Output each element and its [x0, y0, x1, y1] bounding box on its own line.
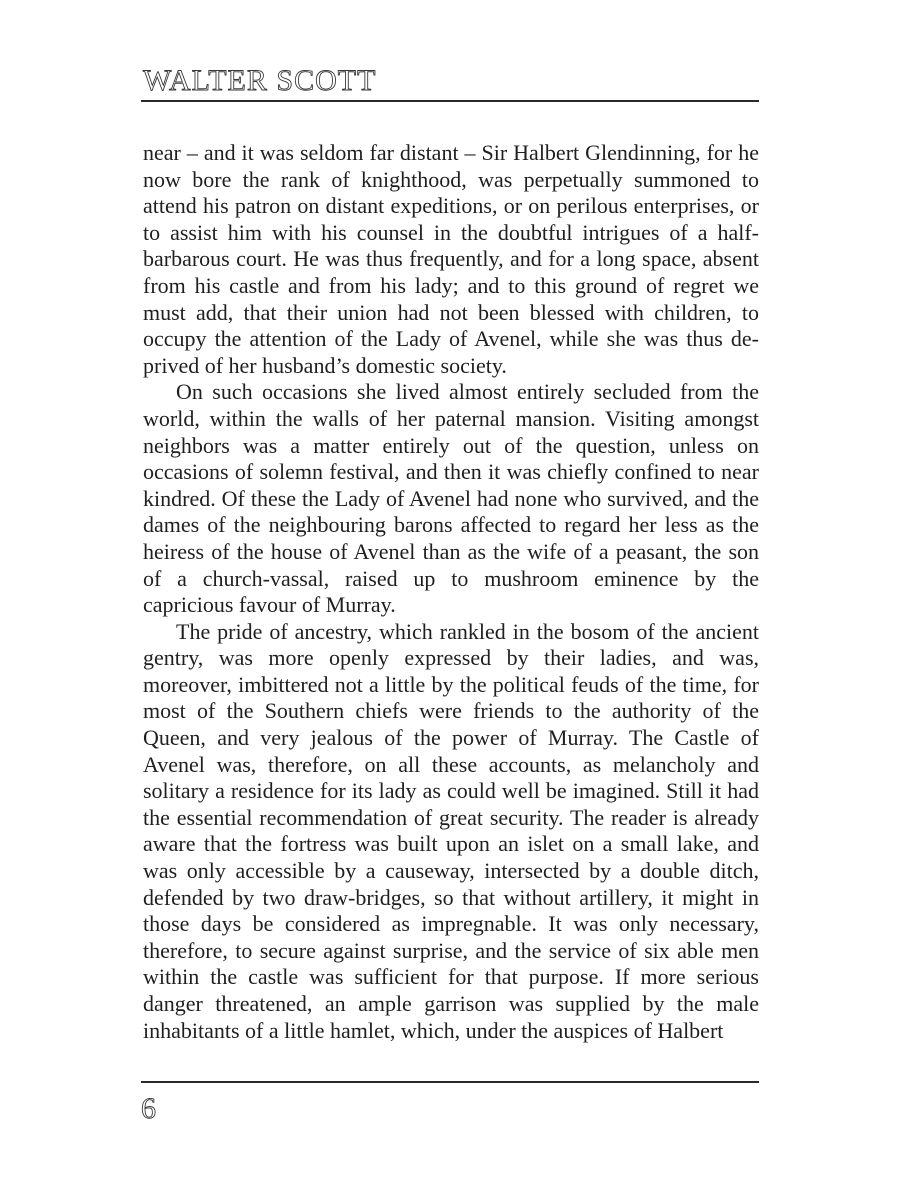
- running-head-author: WALTER SCOTT: [143, 64, 377, 97]
- paragraph-1: near – and it was seldom far distant – Sir Halbert Glendinning, for he now bore the rank of knighthood, was perpetually summoned to attend his patron on distant expeditions, or on perilous enterprises, or to assist him with his counsel in the doubtful intrigues of a half-barbarous court. He was thus frequently, and for a long space, absent from his castle and from his lady; and to this ground of regret we must add, that their union had not been blessed with children, to occupy the attention of the Lady of Avenel, while she was thus deprived of her husband’s domestic society.: [143, 140, 759, 378]
- paragraph-2: On such occasions she lived almost entirely secluded from the world, within the walls of her paternal mansion. Visiting amongst neighbors was a matter entirely out of the question, unless on occasions of solemn festival, and then it was chiefly confined to near kindred. Of these the Lady of Avenel had none who survived, and the dames of the neighbouring barons affected to regard her less as the heiress of the house of Avenel than as the wife of a peasant, the son of a church-vassal, raised up to mushroom eminence by the capricious favour of Murray.: [143, 379, 759, 618]
- page-number: 6: [141, 1092, 156, 1125]
- body-text: [143, 140, 759, 1044]
- footer-rule: [141, 1081, 759, 1083]
- paragraph-3: The pride of ancestry, which rankled in the bosom of the ancient gentry, was more openly expressed by their ladies, and was, moreover, imbittered not a little by the political feuds of the time, for most of the Southern chiefs were friends to the authority of the Queen, and very jealous of the power of Murray. The Castle of Avenel was, therefore, on all these accounts, as melancholy and solitary a residence for its lady as could well be imagined. Still it had the essential recommendation of great security. The reader is already aware that the fortress was built upon an islet on a small lake, and was only accessible by a causeway, intersected by a double ditch, defended by two draw-bridges, so that without artillery, it might in those days be considered as impregnable. It was only necessary, therefore, to secure against surprise, and the service of six able men within the castle was sufficient for that purpose. If more serious danger threatened, an ample garrison was supplied by the male inhabitants of a little hamlet, which, under the auspices of Halbert: [143, 618, 759, 1043]
- header-rule: [141, 100, 759, 102]
